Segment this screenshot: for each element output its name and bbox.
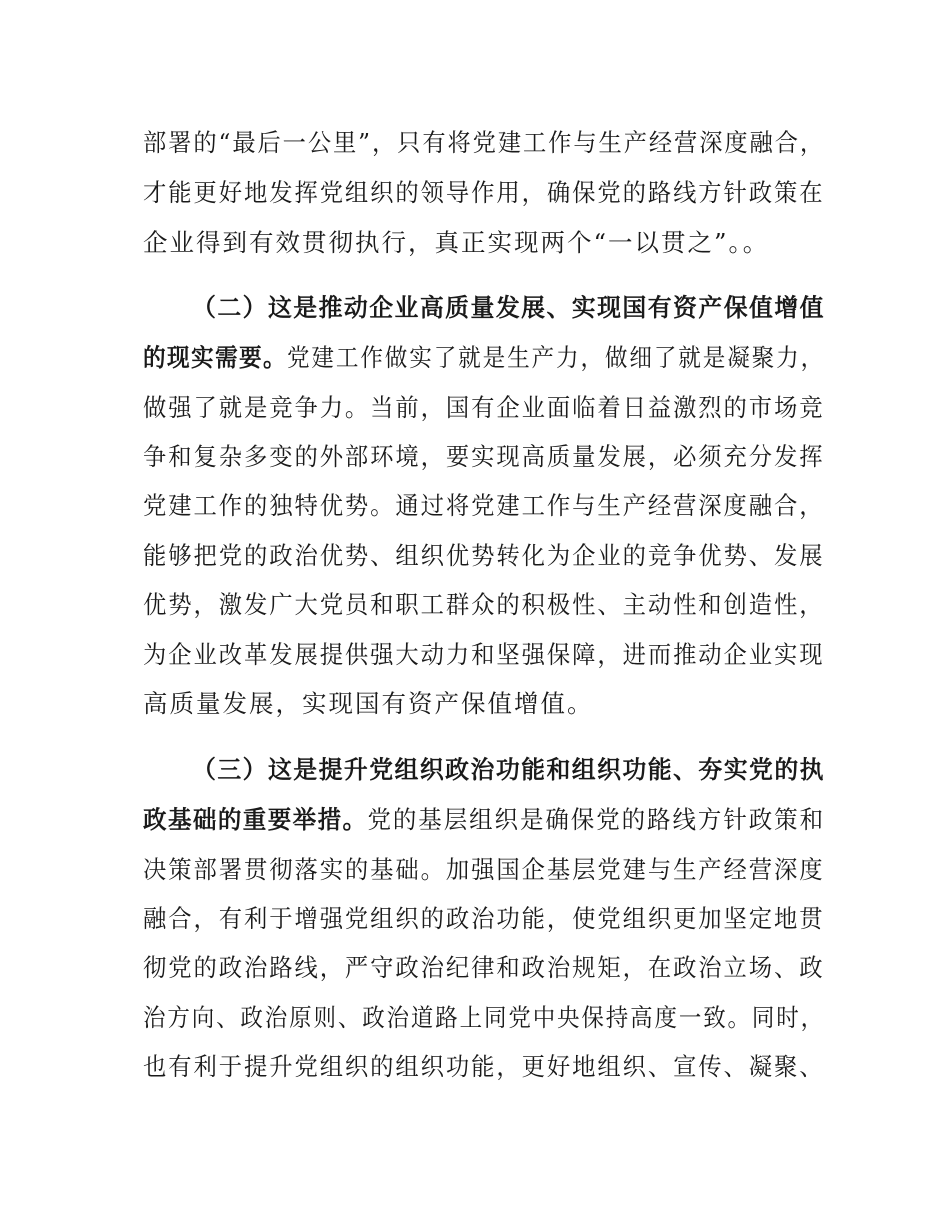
paragraph-2-line-5: 党建工作的独特优势。通过将党建工作与生产经营深度融合， xyxy=(143,491,825,520)
paragraph-3-line-3: 决策部署贯彻落实的基础。加强国企基层党建与生产经营深度 xyxy=(143,855,825,884)
paragraph-2-line-7: 优势，激发广大党员和职工群众的积极性、主动性和创造性， xyxy=(143,590,825,619)
paragraph-1-line-2: 才能更好地发挥党组织的领导作用，确保党的路线方针政策在 xyxy=(143,178,825,207)
paragraph-3-line-2 xyxy=(143,805,825,835)
paragraph-2-line-8: 为企业改革发展提供强大动力和坚强保障，进而推动企业实现 xyxy=(143,640,825,669)
paragraph-2-line-6: 能够把党的政治优势、组织优势转化为企业的竞争优势、发展 xyxy=(143,541,825,570)
paragraph-3-line-2-text: 党的基层组织是确保党的路线方针政策和 xyxy=(367,805,825,834)
paragraph-2-line-4: 争和复杂多变的外部环境，要实现高质量发展，必须充分发挥 xyxy=(143,442,825,471)
paragraph-3-line-5: 彻党的政治路线，严守政治纪律和政治规矩，在政治立场、政 xyxy=(143,953,825,982)
section-3-heading-end: 政基础的重要举措。 xyxy=(143,805,368,834)
paragraph-1-line-3: 企业得到有效贯彻执行，真正实现两个“一以贯之”。。 xyxy=(143,228,770,257)
paragraph-3-line-7: 也有利于提升党组织的组织功能，更好地组织、宣传、凝聚、 xyxy=(143,1052,825,1081)
paragraph-2-line-9: 高质量发展，实现国有资产保值增值。 xyxy=(143,689,594,718)
paragraph-1-line-1: 部署的“最后一公里”，只有将党建工作与生产经营深度融合， xyxy=(143,128,826,157)
section-2-heading: （二）这是推动企业高质量发展、实现国有资产保值增值 xyxy=(192,293,825,322)
paragraph-2-line-2 xyxy=(143,343,825,373)
paragraph-3-line-4: 融合，有利于增强党组织的政治功能，使党组织更加坚定地贯 xyxy=(143,904,825,933)
paragraph-2-line-3: 做强了就是竞争力。当前，国有企业面临着日益激烈的市场竞 xyxy=(143,393,825,422)
section-3-heading: （三）这是提升党组织政治功能和组织功能、夯实党的执 xyxy=(192,755,825,784)
section-2-heading-end: 的现实需要。 xyxy=(143,343,287,372)
paragraph-2-line-2-text: 党建工作做实了就是生产力，做细了就是凝聚力， xyxy=(286,343,826,372)
paragraph-3-line-6: 治方向、政治原则、政治道路上同党中央保持高度一致。同时， xyxy=(143,1003,825,1032)
